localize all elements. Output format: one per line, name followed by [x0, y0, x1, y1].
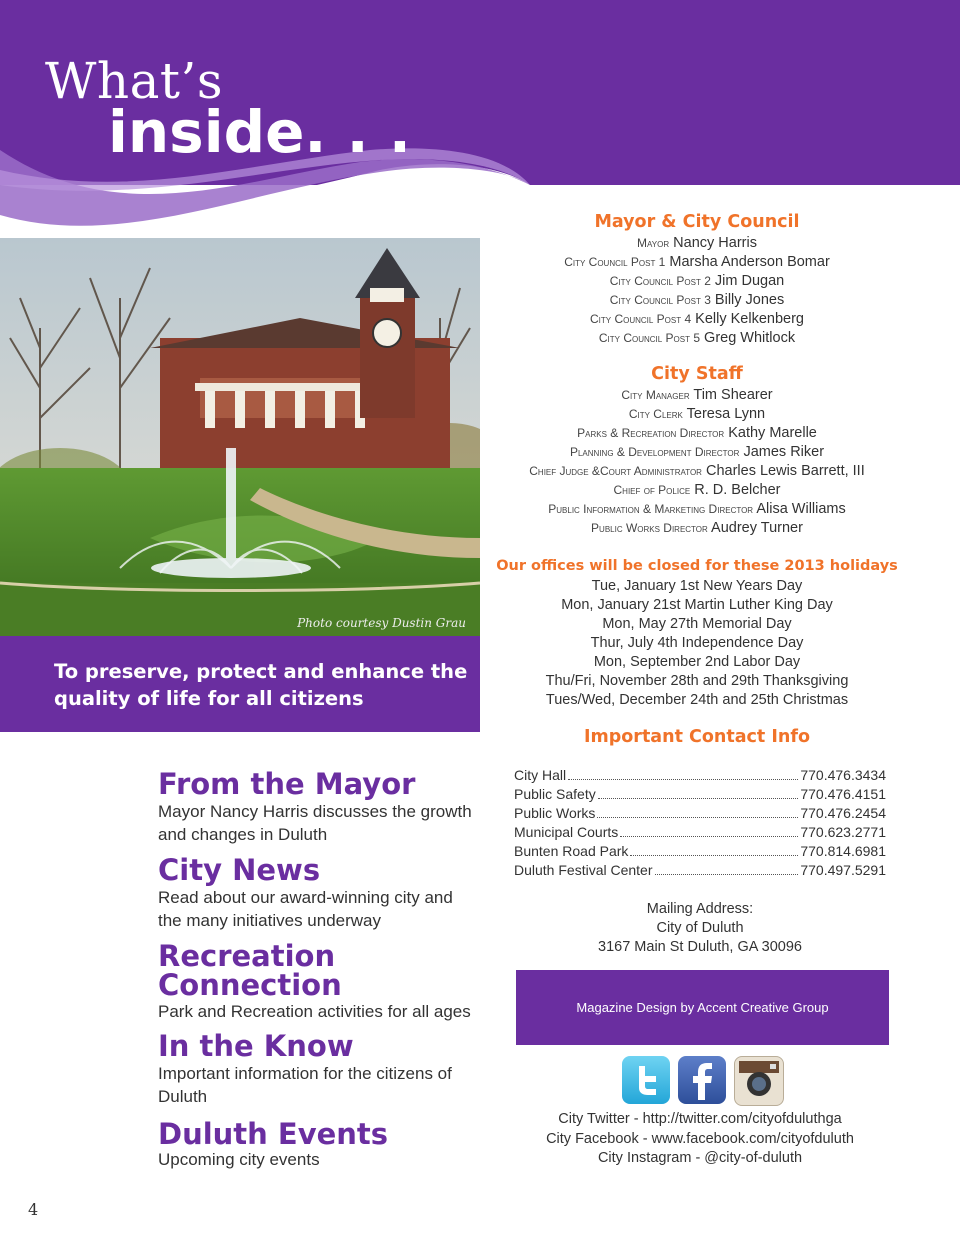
- toc-heading: City News: [158, 853, 321, 887]
- contact-label: Public Safety: [514, 786, 596, 802]
- toc-description: Park and Recreation activities for all ages: [158, 1002, 471, 1021]
- member-role: City Clerk: [628, 407, 683, 421]
- member-role: Public Information & Marketing Director: [548, 502, 754, 516]
- holiday-item: Tue, January 1st New Years Day: [591, 578, 803, 594]
- leader-dots: [568, 779, 798, 780]
- instagram-link[interactable]: City Instagram - @city-of-duluth: [597, 1150, 803, 1166]
- staff-member: [482, 481, 912, 500]
- facebook-link[interactable]: City Facebook - www.facebook.com/cityofduluth: [546, 1130, 854, 1147]
- mailing-address: [482, 900, 918, 957]
- contact-phone[interactable]: 770.476.4151: [800, 786, 886, 802]
- contact-label: Municipal Courts: [514, 824, 619, 840]
- member-name: Tim Shearer: [693, 387, 773, 403]
- social-icons: [622, 1056, 782, 1106]
- city-hall-photo: [0, 238, 480, 636]
- toc-description: Important information for the citizens of Duluth: [158, 1064, 452, 1106]
- member-name: Kathy Marelle: [728, 425, 817, 441]
- instagram-icon[interactable]: [734, 1056, 784, 1106]
- leader-dots: [597, 817, 798, 818]
- member-name: Billy Jones: [714, 292, 785, 308]
- contact-row: [514, 843, 886, 862]
- member-name: Kelly Kelkenberg: [695, 311, 804, 327]
- toc-heading: Recreation Connection: [158, 939, 342, 1002]
- member-role: Chief of Police: [613, 483, 691, 497]
- staff-member: [482, 500, 912, 519]
- member-role: City Manager: [621, 388, 690, 402]
- contact-list: [514, 767, 886, 881]
- design-credit: Magazine Design by Accent Creative Group: [576, 1000, 829, 1015]
- holiday-item: Thu/Fri, November 28th and 29th Thanksgiving: [545, 673, 849, 689]
- holiday-item: Thur, July 4th Independence Day: [590, 635, 804, 651]
- staff-member: [482, 405, 912, 424]
- toc-heading: From the Mayor: [158, 767, 416, 801]
- photo-credit: Photo courtesy Dustin Grau: [297, 616, 466, 630]
- title-inside: inside. . .: [108, 98, 411, 166]
- leader-dots: [630, 855, 798, 856]
- social-links: [482, 1110, 918, 1169]
- member-name: Alisa Williams: [756, 501, 846, 517]
- member-role: Parks & Recreation Director: [577, 426, 725, 440]
- member-role: City Council Post 3: [609, 293, 711, 307]
- member-name: Nancy Harris: [673, 235, 757, 251]
- contact-phone[interactable]: 770.476.2454: [800, 805, 886, 821]
- council-member: [482, 329, 912, 348]
- member-name: Audrey Turner: [711, 520, 803, 536]
- council-member: [482, 310, 912, 329]
- staff-member: [482, 462, 912, 481]
- leader-dots: [655, 874, 799, 875]
- mission-banner: [0, 636, 480, 732]
- holiday-item: Tues/Wed, December 24th and 25th Christmas: [545, 692, 849, 708]
- contact-label: Bunten Road Park: [514, 843, 629, 859]
- contact-label: Duluth Festival Center: [514, 862, 653, 878]
- mailing-city: City of Duluth: [656, 920, 744, 936]
- leader-dots: [620, 836, 798, 837]
- contact-row: [514, 786, 886, 805]
- mailing-street: 3167 Main St Duluth, GA 30096: [598, 939, 802, 955]
- page-number: 4: [28, 1200, 39, 1219]
- member-role: Planning & Development Director: [569, 445, 740, 459]
- holiday-item: Mon, January 21st Martin Luther King Day: [561, 597, 833, 613]
- member-name: Marsha Anderson Bomar: [669, 254, 830, 270]
- council-member: [482, 234, 912, 253]
- contact-phone[interactable]: 770.623.2771: [800, 824, 886, 840]
- leader-dots: [598, 798, 799, 799]
- facebook-icon[interactable]: [678, 1056, 726, 1104]
- council-title: Mayor & City Council: [594, 212, 800, 232]
- toc-description: Upcoming city events: [158, 1150, 320, 1169]
- mailing-label: Mailing Address:: [646, 901, 754, 917]
- member-name: James Riker: [743, 444, 825, 460]
- header-banner: [0, 0, 960, 240]
- member-name: R. D. Belcher: [694, 482, 781, 498]
- title-whats: What’s: [45, 52, 224, 110]
- member-name: Charles Lewis Barrett, III: [705, 463, 865, 479]
- staff-member: [482, 443, 912, 462]
- twitter-link[interactable]: City Twitter - http://twitter.com/cityofduluthga: [558, 1111, 842, 1127]
- holidays-title: Our offices will be closed for these 2013 holidays: [496, 558, 898, 574]
- staff-member: [482, 386, 912, 405]
- member-role: City Council Post 5: [598, 331, 701, 345]
- contact-phone[interactable]: 770.497.5291: [800, 862, 886, 878]
- member-role: Chief Judge &Court Administrator: [529, 464, 702, 478]
- mission-statement: To preserve, protect and enhance the quality of life for all citizens: [54, 660, 468, 710]
- toc-heading: In the Know: [158, 1029, 354, 1063]
- member-role: Mayor: [637, 236, 670, 250]
- toc-description: Mayor Nancy Harris discusses the growth and changes in Duluth: [158, 802, 472, 844]
- council-member: [482, 291, 912, 310]
- member-role: Public Works Director: [591, 521, 708, 535]
- staff-member: [482, 519, 912, 538]
- contact-phone[interactable]: 770.814.6981: [800, 843, 886, 859]
- member-role: City Council Post 2: [609, 274, 711, 288]
- member-name: Greg Whitlock: [704, 330, 796, 346]
- member-role: City Council Post 1: [564, 255, 666, 269]
- member-name: Teresa Lynn: [686, 406, 766, 422]
- council-member: [482, 253, 912, 272]
- toc-heading: Duluth Events: [158, 1117, 389, 1151]
- member-role: City Council Post 4: [590, 312, 692, 326]
- staff-title: City Staff: [651, 364, 743, 384]
- contact-row: [514, 767, 886, 786]
- toc-description: Read about our award-winning city and the many initiatives underway: [158, 888, 453, 930]
- holiday-item: Mon, May 27th Memorial Day: [602, 616, 792, 632]
- staff-member: [482, 424, 912, 443]
- design-credit-box: [516, 970, 889, 1045]
- contact-phone[interactable]: 770.476.3434: [800, 767, 886, 783]
- holiday-item: Mon, September 2nd Labor Day: [593, 654, 801, 670]
- contacts-title: Important Contact Info: [584, 727, 810, 747]
- contact-row: [514, 824, 886, 843]
- contact-label: City Hall: [514, 767, 567, 783]
- contact-row: [514, 805, 886, 824]
- twitter-icon[interactable]: [622, 1056, 670, 1104]
- council-member: [482, 272, 912, 291]
- contact-row: [514, 862, 886, 881]
- contact-label: Public Works: [514, 805, 596, 821]
- member-name: Jim Dugan: [714, 273, 785, 289]
